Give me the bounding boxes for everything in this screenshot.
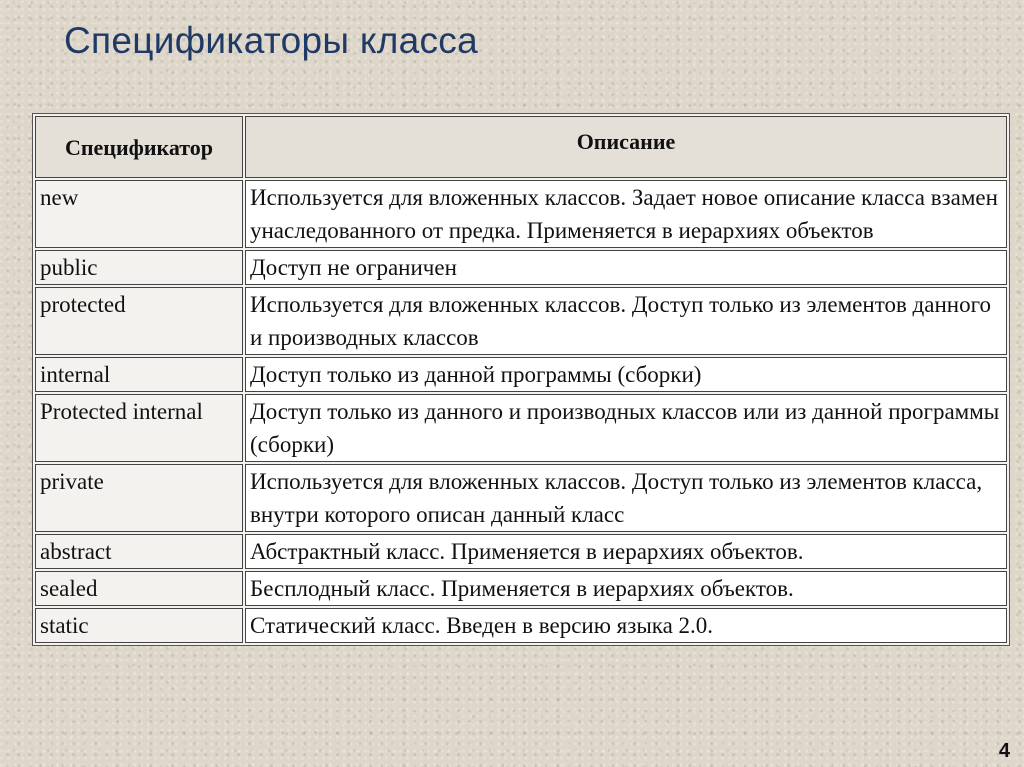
specifier-description: Доступ только из данной программы (сборки)	[245, 357, 1007, 392]
header-specifier: Спецификатор	[35, 116, 243, 178]
table-header-row	[35, 116, 1007, 178]
specifier-description: Доступ не ограничен	[245, 250, 1007, 285]
table-row	[35, 287, 1007, 355]
specifier-name: protected	[35, 287, 243, 355]
specifier-name: sealed	[35, 571, 243, 606]
table-row	[35, 534, 1007, 569]
specifier-name: public	[35, 250, 243, 285]
specifier-description: Доступ только из данного и производных классов или из данной программы (сборки)	[245, 394, 1007, 462]
table-row	[35, 608, 1007, 643]
specifier-name: abstract	[35, 534, 243, 569]
specifier-name: new	[35, 180, 243, 248]
specifier-name: Protected internal	[35, 394, 243, 462]
table-row	[35, 357, 1007, 392]
slide-title: Спецификаторы класса	[64, 20, 478, 61]
specifier-description: Статический класс. Введен в версию языка 2.0.	[245, 608, 1007, 643]
specifier-description: Используется для вложенных классов. Доступ только из элементов класса, внутри которого описан данный класс	[245, 464, 1007, 532]
specifier-name: static	[35, 608, 243, 643]
page-number: 4	[998, 740, 1010, 762]
header-description: Описание	[245, 116, 1007, 178]
table-row	[35, 394, 1007, 462]
table-row	[35, 250, 1007, 285]
specifier-name: internal	[35, 357, 243, 392]
specifier-description: Бесплодный класс. Применяется в иерархиях объектов.	[245, 571, 1007, 606]
specifier-description: Абстрактный класс. Применяется в иерархиях объектов.	[245, 534, 1007, 569]
table-row	[35, 180, 1007, 248]
table-row	[35, 571, 1007, 606]
table-row	[35, 464, 1007, 532]
specifier-name: private	[35, 464, 243, 532]
specifier-description: Используется для вложенных классов. Доступ только из элементов данного и производных классов	[245, 287, 1007, 355]
specifier-description: Используется для вложенных классов. Задает новое описание класса взамен унаследованного от предка. Применяется в иерархиях объектов	[245, 180, 1007, 248]
specifiers-table	[32, 113, 1010, 646]
